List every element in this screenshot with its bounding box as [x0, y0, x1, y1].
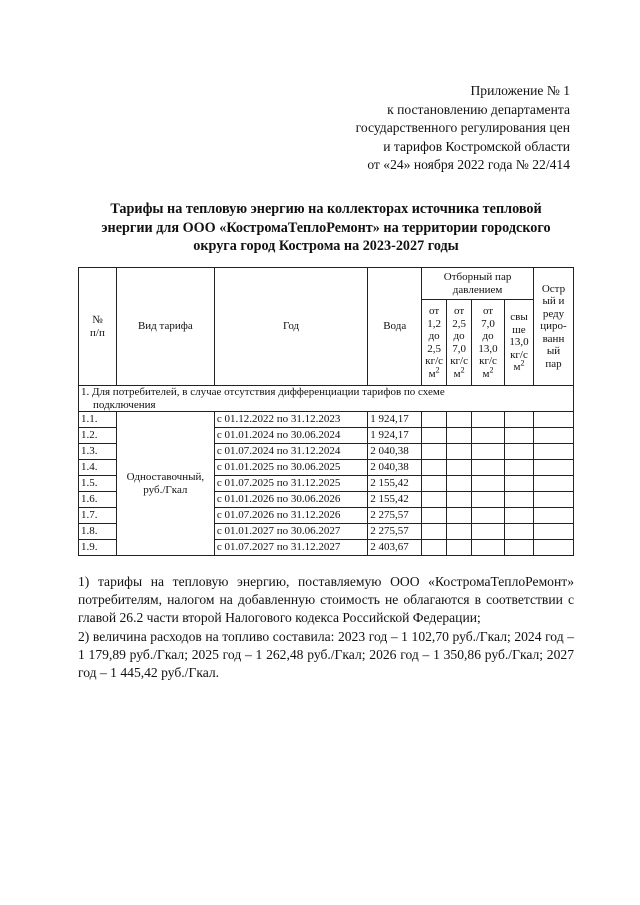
header-sharp-steam: Остр ый и реду циро- ванн ый пар	[533, 268, 573, 386]
row-num: 1.5.	[79, 476, 117, 492]
footnotes	[78, 573, 574, 682]
row-period: с 01.07.2024 по 31.12.2024	[214, 444, 367, 460]
appendix-line: к постановлению департамента	[387, 101, 570, 117]
row-period: с 01.07.2025 по 31.12.2025	[214, 476, 367, 492]
row-water: 2 403,67	[368, 540, 422, 556]
title-line: Тарифы на тепловую энергию на коллекторах источника тепловой	[110, 201, 542, 217]
title-line: энергии для ООО «КостромаТеплоРемонт» на территории городского	[101, 219, 551, 236]
section-label: 1. Для потребителей, в случае отсутствия дифференциации тарифов по схеме подключения	[79, 386, 574, 412]
row-num: 1.2.	[79, 428, 117, 444]
row-num: 1.8.	[79, 524, 117, 540]
header-steam-1-2-to-2-5: от 1,2 до 2,5 кг/с $м^2$	[422, 300, 447, 386]
row-num: 1.7.	[79, 508, 117, 524]
row-water: 1 924,17	[368, 412, 422, 428]
row-period: с 01.01.2025 по 30.06.2025	[214, 460, 367, 476]
row-water: 2 275,57	[368, 508, 422, 524]
appendix-line: государственного регулирования цен	[355, 120, 570, 135]
row-period: с 01.07.2027 по 31.12.2027	[214, 540, 367, 556]
header-num: № п/п	[79, 268, 117, 386]
row-period: с 01.07.2026 по 31.12.2026	[214, 508, 367, 524]
row-num: 1.6.	[79, 492, 117, 508]
row-num: 1.1.	[79, 412, 117, 428]
appendix-line: от «24» ноября 2022 года № 22/414	[367, 157, 570, 172]
header-steam-7-0-to-13-0: от 7,0 до 13,0 кг/с $м^2$	[472, 300, 505, 386]
header-water: Вода	[368, 268, 422, 386]
appendix-header	[356, 82, 570, 175]
row-period: с 01.01.2027 по 30.06.2027	[214, 524, 367, 540]
row-water: 1 924,17	[368, 428, 422, 444]
row-period: с 01.12.2022 по 31.12.2023	[214, 412, 367, 428]
appendix-line: Приложение № 1	[470, 83, 570, 98]
header-steam-over-13-0: свы ше 13,0 кг/с $м^2$	[505, 300, 534, 386]
row-period: с 01.01.2024 по 30.06.2024	[214, 428, 367, 444]
row-water: 2 155,42	[368, 492, 422, 508]
footnote-2: 2) величина расходов на топливо составила: 2023 год – 1 102,70 руб./Гкал; 2024 год – 1 179,89 руб./Гкал; 2025 год – 1 262,48 руб./Гкал; 2026 год – 1 350,86 руб./Гкал; 2027 год – 1 445,42 руб./Гкал.	[78, 628, 574, 681]
row-water: 2 040,38	[368, 460, 422, 476]
row-water: 2 040,38	[368, 444, 422, 460]
section-row	[79, 386, 574, 412]
tariff-type-cell: Одноставочный, руб./Гкал	[116, 412, 214, 556]
row-water: 2 275,57	[368, 524, 422, 540]
row-num: 1.9.	[79, 540, 117, 556]
header-tariff-type: Вид тарифа	[116, 268, 214, 386]
row-period: с 01.01.2026 по 30.06.2026	[214, 492, 367, 508]
appendix-line: и тарифов Костромской области	[383, 138, 570, 154]
header-year: Год	[214, 268, 367, 386]
tariff-table	[78, 267, 574, 556]
document-title	[78, 200, 574, 256]
title-line: округа город Кострома на 2023-2027 годы	[193, 238, 459, 254]
footnote-1: 1) тарифы на тепловую энергию, поставляемую ООО «КостромаТеплоРемонт» потребителям, налогом на добавленную стоимость не облагаются в соответствии с главой 26.2 части второй Налогового кодекса Российской Федерации;	[78, 574, 574, 626]
row-water: 2 155,42	[368, 476, 422, 492]
row-num: 1.3.	[79, 444, 117, 460]
header-steam-2-5-to-7-0: от 2,5 до 7,0 кг/с $м^2$	[447, 300, 472, 386]
row-num: 1.4.	[79, 460, 117, 476]
table-row	[79, 412, 574, 428]
header-steam-group: Отборный пар давлением	[422, 268, 534, 300]
